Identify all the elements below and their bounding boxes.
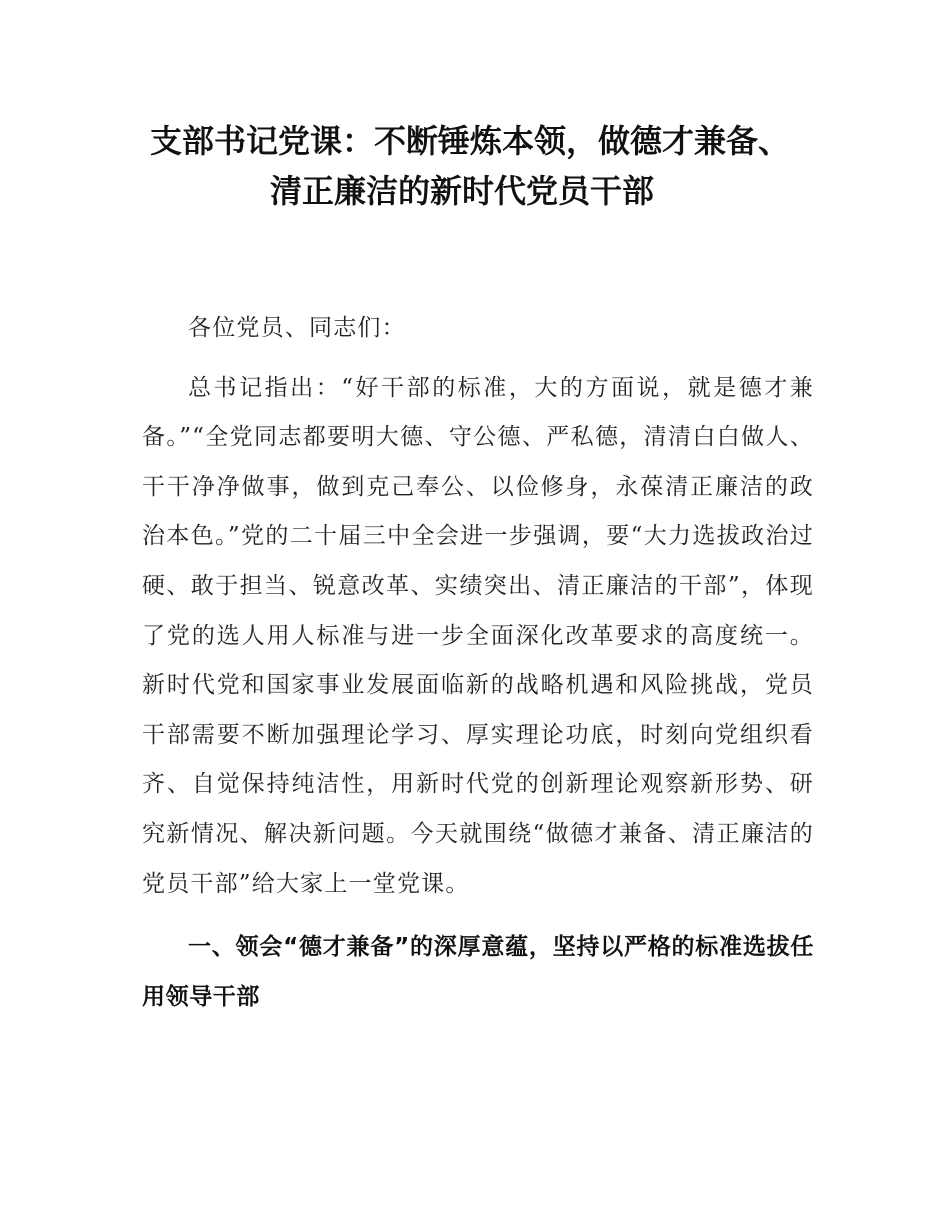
document-title [140,116,830,216]
title-line-1: 支部书记党课：不断锤炼本领，做德才兼备、 [150,122,791,160]
paragraph-intro: 总书记指出：“好干部的标准，大的方面说，就是德才兼备。”“全党同志都要明大德、守公德、严私德，清清白白做人、干干净净做事，做到克己奉公、以俭修身，永葆清正廉洁的政治本色。”党的二十届三中全会进一步强调，要“大力选拔政治过硬、敢于担当、锐意改革、实绩突出、清正廉洁的干部”，体现了党的选人用人标准与进一步全面深化改革要求的高度统一。新时代党和国家事业发展面临新的战略机遇和风险挑战，党员干部需要不断加强理论学习、厚实理论功底，时刻向党组织看齐、自觉保持纯洁性，用新时代党的创新理论观察新形势、研究新情况、解决新问题。今天就围绕“做德才兼备、清正廉洁的党员干部”给大家上一堂党课。 [142,374,814,897]
section-heading-1: 一、领会“德才兼备”的深厚意蕴，坚持以严格的标准选拔任用领导干部 [142,934,814,1010]
document-body [142,304,814,1022]
title-line-2: 清正廉洁的新时代党员干部 [270,172,655,210]
salutation: 各位党员、同志们： [188,315,406,341]
